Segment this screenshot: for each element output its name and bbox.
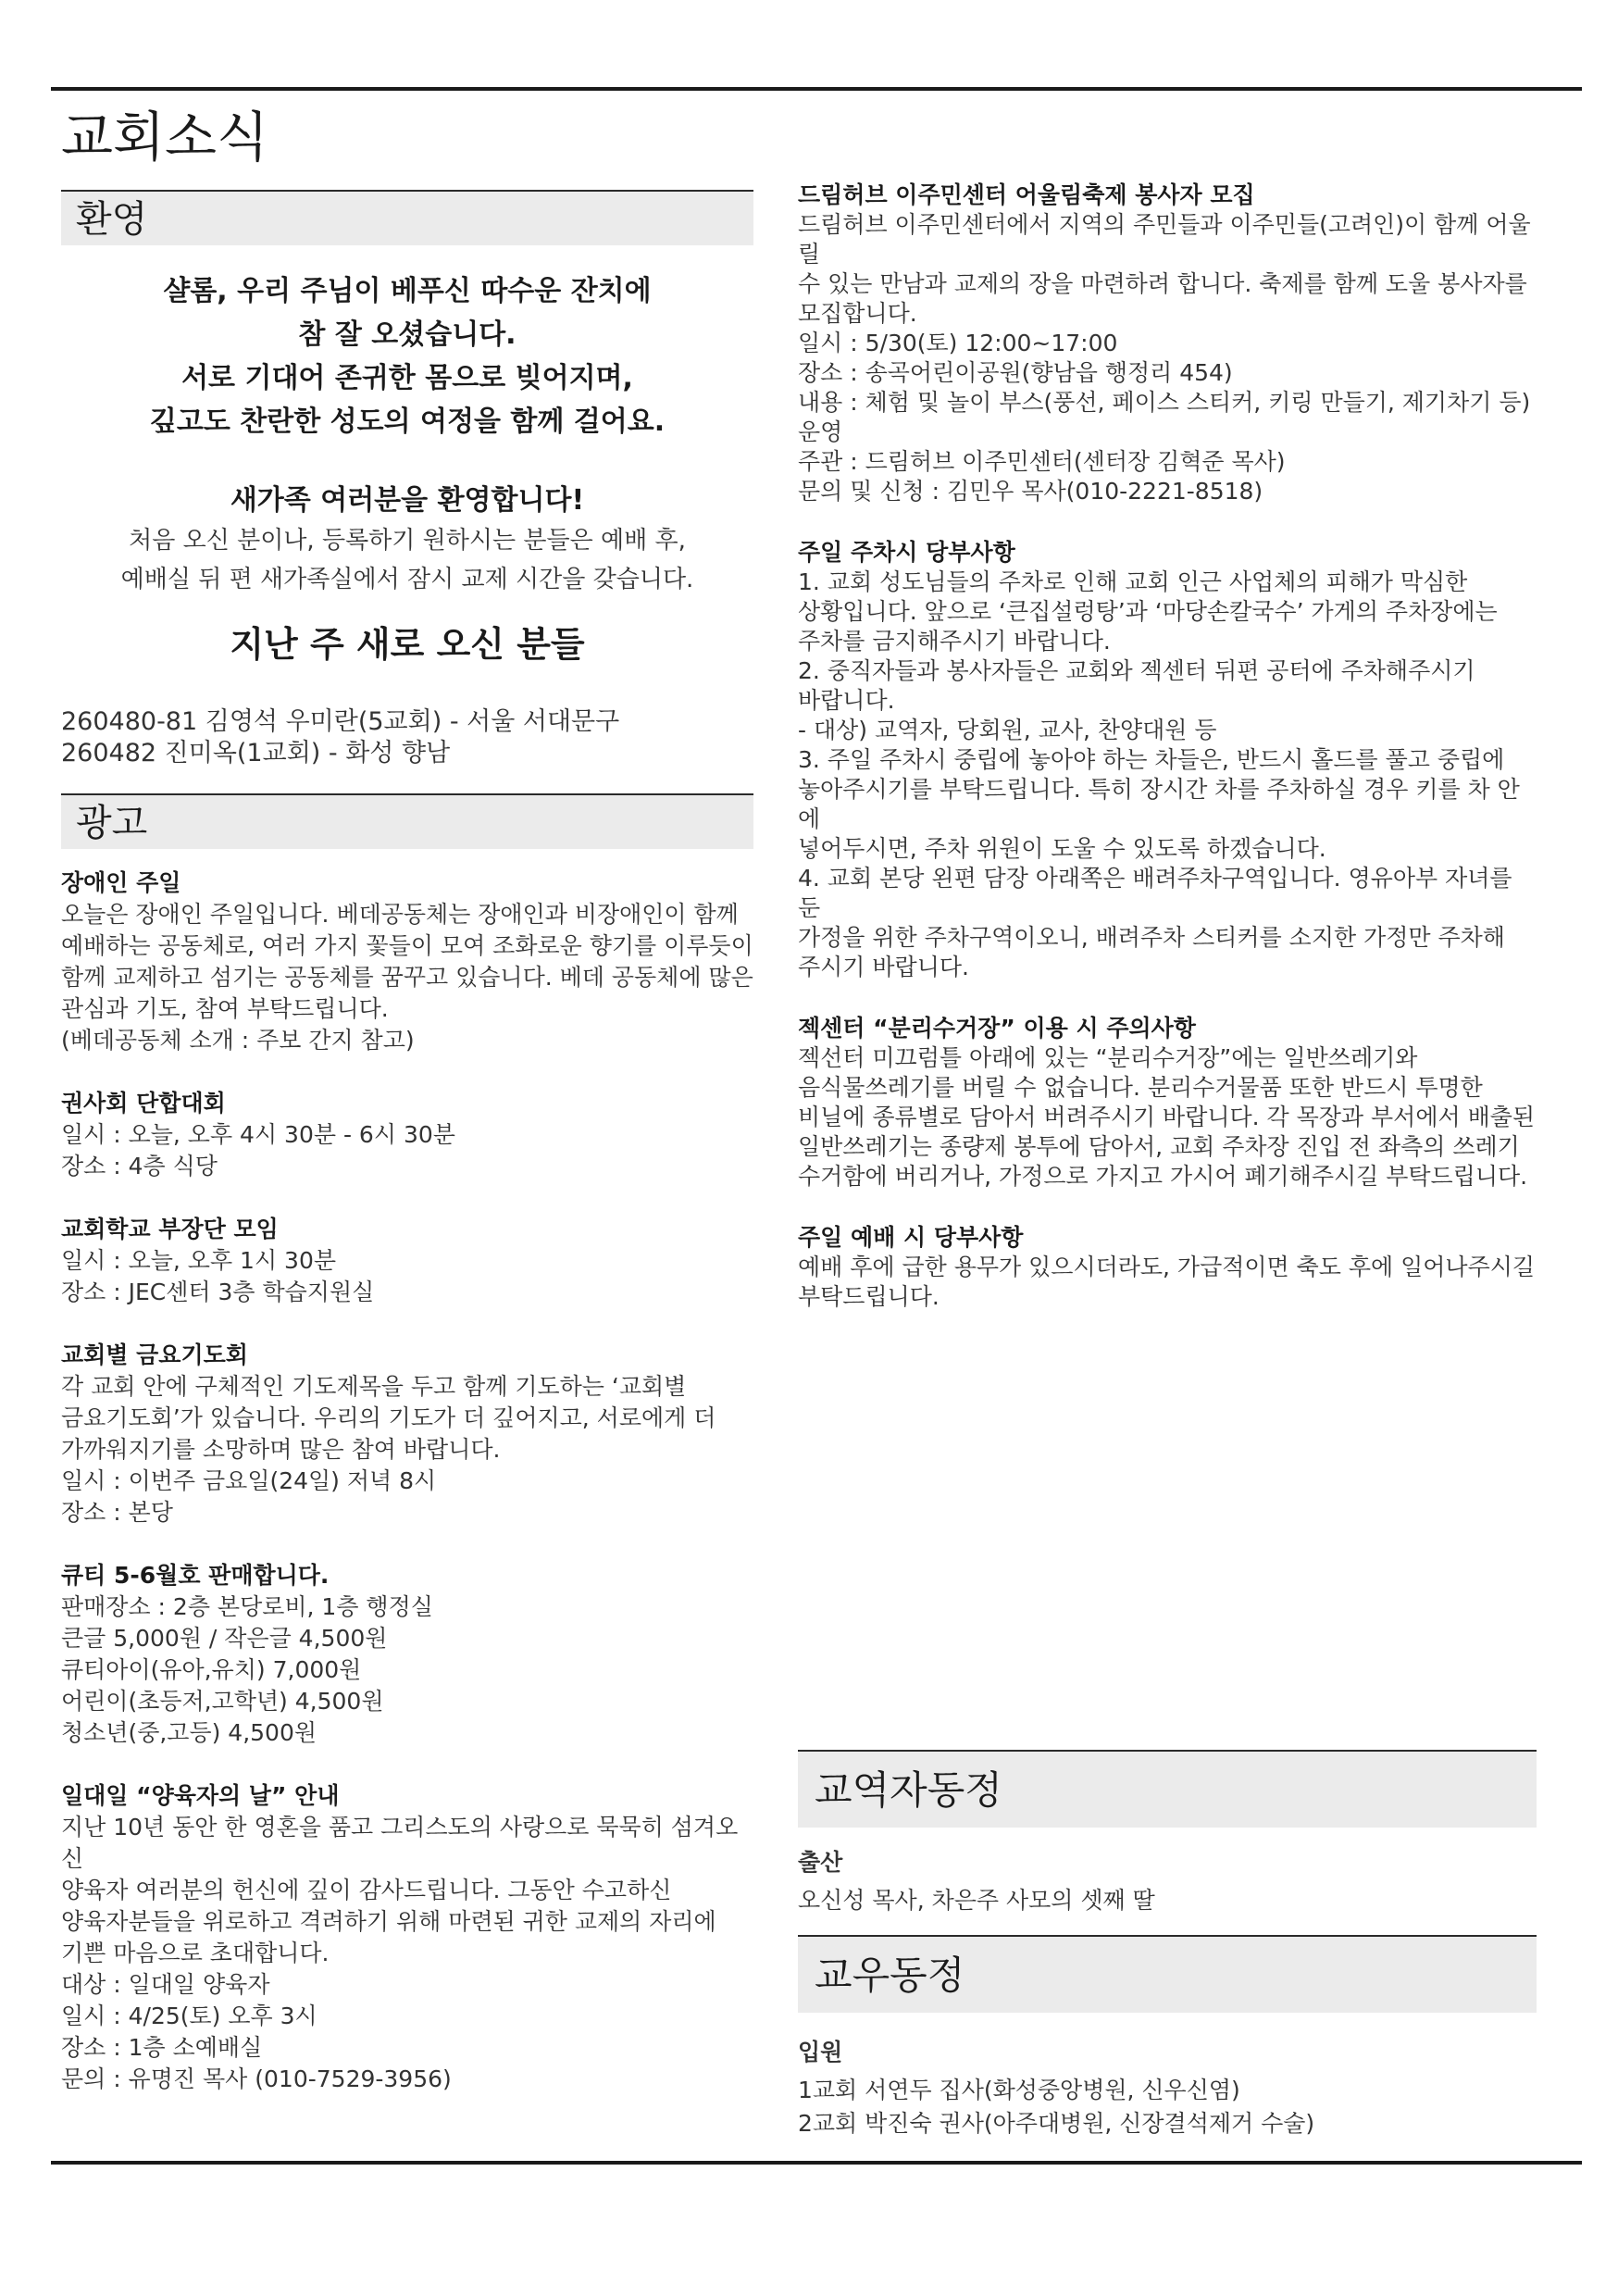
announcement-title: 권사회 단합대회 — [61, 1090, 226, 1117]
right-column — [798, 181, 1537, 1343]
page-title: 교회소식 — [61, 106, 269, 168]
announcement-item — [61, 1780, 753, 2095]
welcome-message — [61, 269, 753, 443]
new-family-desc-line: 처음 오신 분이나, 등록하기 원하시는 분들은 예배 후, — [129, 527, 686, 555]
member-news-body — [798, 2037, 1537, 2140]
left-column — [61, 190, 753, 2095]
announcement-body: 일시 : 오늘, 오후 4시 30분 - 6시 30분 장소 : 4층 식당 — [61, 1121, 455, 1179]
announcement-item — [798, 1223, 1537, 1312]
staff-news-text: 오신성 목사, 차은주 사모의 셋째 딸 — [798, 1887, 1155, 1914]
bottom-rule — [51, 2161, 1582, 2165]
announcement-body: 판매장소 : 2층 본당로비, 1층 행정실 큰글 5,000원 / 작은글 4,500원 큐티아이(유아,유치) 7,000원 어린이(초등저,고학년) 4,500원 청소년(중,고등) 4,500원 — [61, 1593, 433, 1746]
announcement-body: 오늘은 장애인 주일입니다. 베데공동체는 장애인과 비장애인이 함께 예배하는 공동체로, 여러 가지 꽃들이 모여 조화로운 향기를 이루듯이 함께 교제하고 섬기는 공동체를 꿈꾸고 있습니다. 베데 공동체에 많은 관심과 기도, 참여 부탁드립니다. (베데공동체 소개 : 주보 간지 참고) — [61, 901, 753, 1054]
announcement-item — [798, 181, 1537, 506]
member-news-line: 2교회 박진숙 권사(아주대병원, 신장결석제거 수술) — [798, 2110, 1315, 2137]
announcement-title: 일대일 “양육자의 날” 안내 — [61, 1782, 340, 1809]
welcome-line: 깊고도 찬란한 성도의 여정을 함께 걸어요. — [149, 406, 666, 438]
announcement-title: 드림허브 이주민센터 어울림축제 봉사자 모집 — [798, 181, 1255, 208]
announcement-body: 예배 후에 급한 용무가 있으시더라도, 가급적이면 축도 후에 일어나주시길 부탁드립니다. — [798, 1254, 1536, 1310]
announcement-item — [798, 1014, 1537, 1192]
announcement-item — [61, 1340, 753, 1529]
announcement-item — [798, 538, 1537, 982]
announcement-body: 지난 10년 동안 한 영혼을 품고 그리스도의 사랑으로 묵묵히 섬겨오신 양육자 여러분의 헌신에 깊이 감사드립니다. 그동안 수고하신 양육자분들을 위로하고 격려하기 위해 마련된 귀한 교제의 자리에 기쁜 마음으로 초대합니다. 대상 : 일대일 양육자 일시 : 4/25(토) 오후 3시 장소 : 1층 소예배실 문의 : 유명진 목사 (010-7529-3956) — [61, 1814, 739, 2092]
staff-news-title: 출산 — [798, 1849, 843, 1876]
announcement-item — [61, 867, 753, 1056]
announcement-title: 교회별 금요기도회 — [61, 1341, 248, 1368]
newcomer-entry: 260482 진미옥(1교회) - 화성 향남 — [61, 739, 451, 767]
announcement-title: 주일 주차시 당부사항 — [798, 539, 1015, 566]
announcement-item — [61, 1214, 753, 1308]
announcement-body: 젝선터 미끄럼틀 아래에 있는 “분리수거장”에는 일반쓰레기와 음식물쓰레기를 버릴 수 없습니다. 분리수거물품 또한 반드시 투명한 비닐에 종류별로 담아서 버려주시기 바랍니다. 각 목장과 부서에서 배출된 일반쓰레기는 종량제 봉투에 담아서, 교회 주차장 진입 전 좌측의 쓰레기 수거함에 버리거나, 가정으로 가지고 가시어 폐기해주시길 부탁드립니다. — [798, 1044, 1536, 1190]
announcement-title: 큐티 5-6월호 판매합니다. — [61, 1562, 330, 1589]
announcement-item — [61, 1560, 753, 1749]
staff-news-heading: 교역자동정 — [798, 1750, 1537, 1828]
announcement-title: 장애인 주일 — [61, 869, 181, 896]
announcement-title: 젝센터 “분리수거장” 이용 시 주의사항 — [798, 1015, 1196, 1042]
welcome-line: 샬롬, 우리 주님이 베푸신 따수운 잔치에 — [163, 275, 652, 307]
announcement-body: 1. 교회 성도님들의 주차로 인해 교회 인근 사업체의 피해가 막심한 상황입니다. 앞으로 ‘큰집설렁탕’과 ‘마당손칼국수’ 가게의 주차장에는 주차를 금지해주시기 바랍니다. 2. 중직자들과 봉사자들은 교회와 젝센터 뒤편 공터에 주차해주시기 바랍니다. - 대상) 교역자, 당회원, 교사, 찬양대원 등 3. 주일 주차시 중립에 놓아야 하는 차들은, 반드시 홀드를 풀고 중립에 놓아주시기를 부탁드립니다. 특히 장시간 차를 주차하실 경우 키를 차 안에 넣어두시면, 주차 위원이 도울 수 있도록 하겠습니다. 4. 교회 본당 왼편 담장 아래쪽은 배려주차구역입니다. 영유아부 자녀를 둔 가정을 위한 주차구역이오니, 배려주차 스티커를 소지한 가정만 주차해 주시기 바랍니다. — [798, 568, 1520, 980]
announcement-title: 주일 예배 시 당부사항 — [798, 1224, 1024, 1251]
ads-list — [61, 867, 753, 2095]
new-family-title: 새가족 여러분을 환영합니다! — [230, 484, 585, 517]
member-news-title: 입원 — [798, 2039, 843, 2065]
announcement-body: 일시 : 오늘, 오후 1시 30분 장소 : JEC센터 3층 학습지원실 — [61, 1247, 375, 1305]
member-news-heading: 교우동정 — [798, 1935, 1537, 2013]
new-family-desc-line: 예배실 뒤 편 새가족실에서 잠시 교제 시간을 갖습니다. — [120, 566, 694, 593]
welcome-line: 참 잘 오셨습니다. — [298, 318, 517, 351]
new-family-desc — [61, 521, 753, 599]
staff-news-body — [798, 1847, 1537, 1917]
member-news-line: 1교회 서연두 집사(화성중앙병원, 신우신염) — [798, 2077, 1240, 2103]
announcement-title: 교회학교 부장단 모임 — [61, 1216, 279, 1242]
newcomer-entry: 260480-81 김영석 우미란(5교회) - 서울 서대문구 — [61, 707, 620, 736]
announcement-body: 드림허브 이주민센터에서 지역의 주민들과 이주민들(고려인)이 함께 어울릴 수 있는 만남과 교제의 장을 마련하려 합니다. 축제를 함께 도울 봉사자를 모집합니다. 일시 : 5/30(토) 12:00~17:00 장소 : 송곡어린이공원(향남읍 행정리 454) 내용 : 체험 및 놀이 부스(풍선, 페이스 스티커, 키링 만들기, 제기차기 등) 운영 주관 : 드림허브 이주민센터(센터장 김혁준 목사) 문의 및 신청 : 김민우 목사(010-2221-8518) — [798, 211, 1531, 505]
welcome-line: 서로 기대어 존귀한 몸으로 빚어지며, — [181, 362, 633, 394]
ads-heading: 광고 — [61, 793, 753, 849]
announcement-body: 각 교회 안에 구체적인 기도제목을 두고 함께 기도하는 ‘교회별 금요기도회’가 있습니다. 우리의 기도가 더 깊어지고, 서로에게 더 가까워지기를 소망하며 많은 참여 바랍니다. 일시 : 이번주 금요일(24일) 저녁 8시 장소 : 본당 — [61, 1373, 716, 1526]
newcomer-list — [61, 706, 753, 769]
announcement-item — [61, 1088, 753, 1182]
newcomers-title: 지난 주 새로 오신 분들 — [230, 624, 585, 665]
top-rule — [51, 87, 1582, 91]
welcome-heading: 환영 — [61, 190, 753, 245]
